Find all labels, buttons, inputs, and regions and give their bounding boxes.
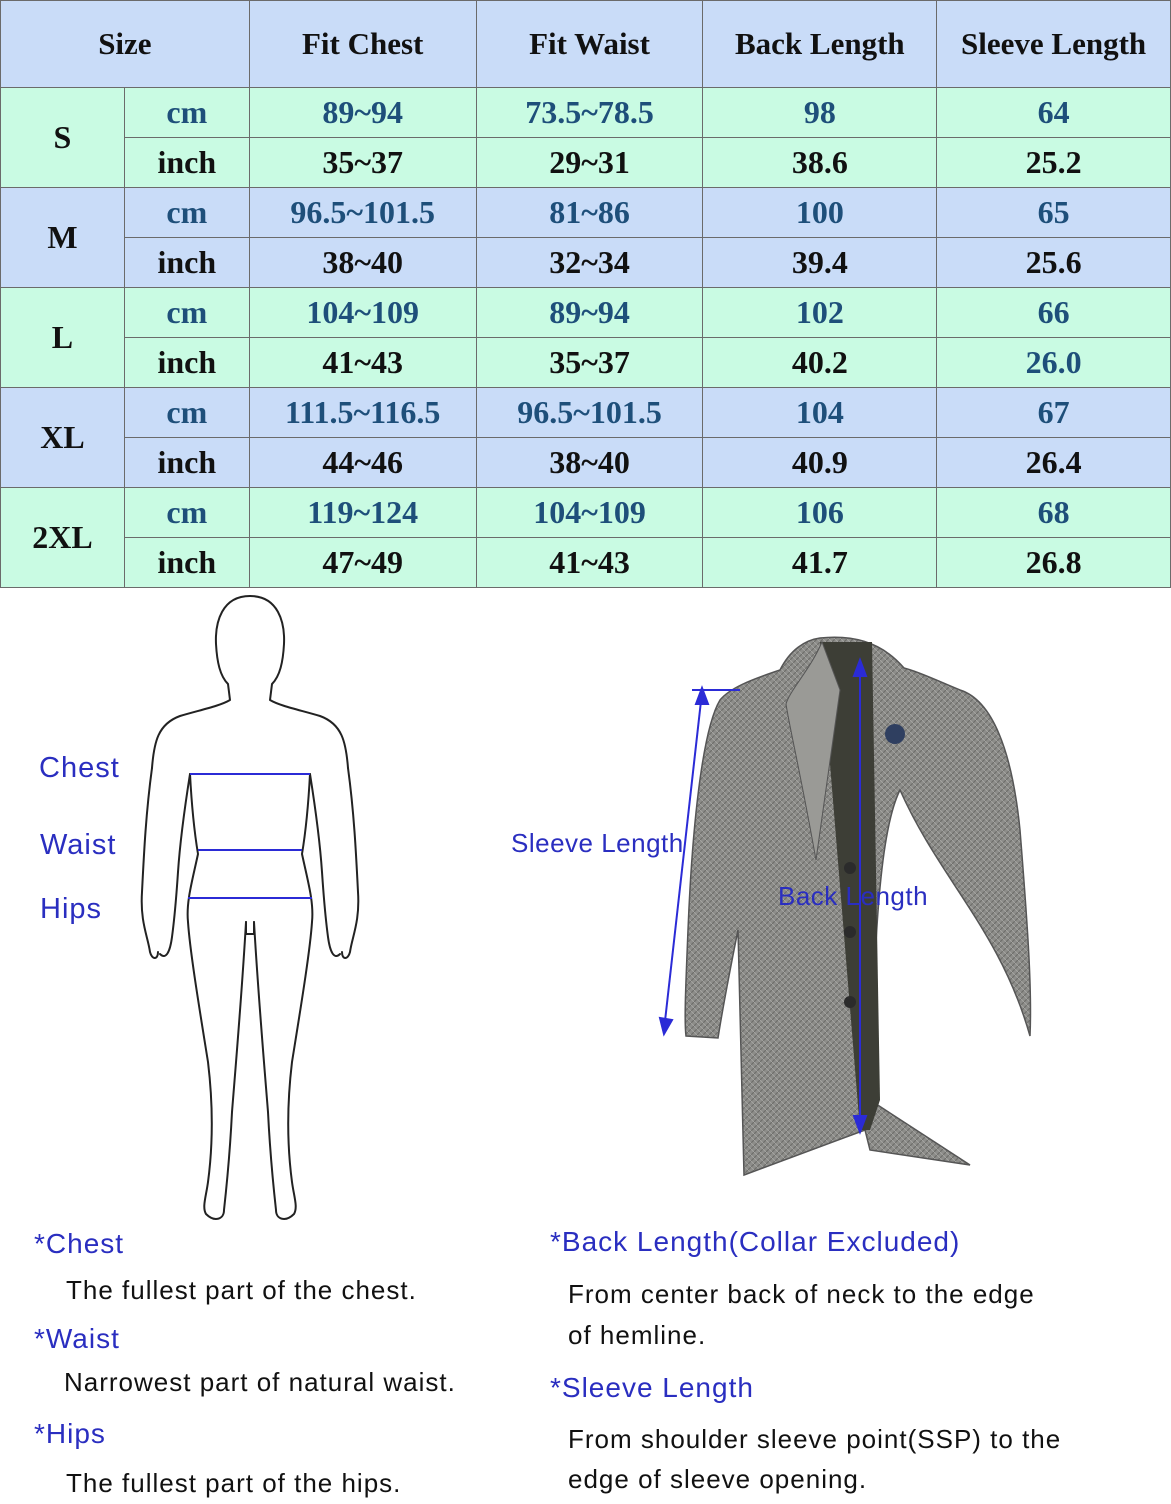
- unit-cell: inch: [124, 138, 249, 188]
- desc-heading-sleeve-length: *Sleeve Length: [550, 1372, 754, 1403]
- desc-text-sleeve-length-1: From shoulder sleeve point(SSP) to the: [568, 1424, 1062, 1454]
- waist-cell: 29~31: [476, 138, 703, 188]
- table-row: [1, 138, 1171, 188]
- sleeve-length-cell: 26.8: [937, 538, 1171, 588]
- waist-cell: 38~40: [476, 438, 703, 488]
- waist-cell: 89~94: [476, 288, 703, 338]
- back-length-cell: 102: [703, 288, 937, 338]
- chest-cell: 96.5~101.5: [249, 188, 476, 238]
- waist-cell: 35~37: [476, 338, 703, 388]
- chest-cell: 111.5~116.5: [249, 388, 476, 438]
- table-row: [1, 288, 1171, 338]
- desc-heading-chest: *Chest: [34, 1228, 125, 1259]
- chest-cell: 119~124: [249, 488, 476, 538]
- body-outline-figure: [120, 592, 380, 1232]
- desc-text-sleeve-length-2: edge of sleeve opening.: [568, 1464, 868, 1494]
- header-size: Size: [1, 1, 250, 88]
- table-header-row: [1, 1, 1171, 88]
- size-label: S: [1, 88, 125, 188]
- waist-cell: 41~43: [476, 538, 703, 588]
- table-row: [1, 88, 1171, 138]
- header-fit-waist: Fit Waist: [476, 1, 703, 88]
- back-length-cell: 98: [703, 88, 937, 138]
- sleeve-length-cell: 26.4: [937, 438, 1171, 488]
- desc-text-waist: Narrowest part of natural waist.: [64, 1367, 456, 1397]
- waist-cell: 104~109: [476, 488, 703, 538]
- back-length-cell: 104: [703, 388, 937, 438]
- back-length-cell: 100: [703, 188, 937, 238]
- unit-cell: cm: [124, 388, 249, 438]
- back-length-cell: 38.6: [703, 138, 937, 188]
- sleeve-length-cell: 66: [937, 288, 1171, 338]
- sleeve-length-cell: 67: [937, 388, 1171, 438]
- desc-text-back-length-1: From center back of neck to the edge: [568, 1279, 1035, 1309]
- size-label: M: [1, 188, 125, 288]
- back-length-cell: 39.4: [703, 238, 937, 288]
- sleeve-length-cell: 68: [937, 488, 1171, 538]
- chest-cell: 41~43: [249, 338, 476, 388]
- back-length-cell: 106: [703, 488, 937, 538]
- table-row: [1, 488, 1171, 538]
- sleeve-length-cell: 26.0: [937, 338, 1171, 388]
- back-length-cell: 40.9: [703, 438, 937, 488]
- waist-cell: 81~86: [476, 188, 703, 238]
- sleeve-length-cell: 65: [937, 188, 1171, 238]
- desc-text-hips: The fullest part of the hips.: [66, 1468, 402, 1498]
- waist-cell: 73.5~78.5: [476, 88, 703, 138]
- desc-heading-back-length: *Back Length(Collar Excluded): [550, 1226, 961, 1257]
- table-row: [1, 438, 1171, 488]
- desc-heading-hips: *Hips: [34, 1418, 106, 1449]
- desc-heading-waist: *Waist: [34, 1323, 120, 1354]
- coat-label-back-length: Back Length: [778, 881, 929, 911]
- chest-cell: 47~49: [249, 538, 476, 588]
- unit-cell: inch: [124, 338, 249, 388]
- back-length-cell: 40.2: [703, 338, 937, 388]
- header-fit-chest: Fit Chest: [249, 1, 476, 88]
- table-row: [1, 238, 1171, 288]
- header-sleeve-length: Sleeve Length: [937, 1, 1171, 88]
- chest-cell: 38~40: [249, 238, 476, 288]
- chest-cell: 89~94: [249, 88, 476, 138]
- chest-cell: 44~46: [249, 438, 476, 488]
- body-label-chest: Chest: [39, 752, 120, 784]
- size-label: 2XL: [1, 488, 125, 588]
- sleeve-length-cell: 25.6: [937, 238, 1171, 288]
- size-label: L: [1, 288, 125, 388]
- back-length-cell: 41.7: [703, 538, 937, 588]
- unit-cell: inch: [124, 538, 249, 588]
- size-label: XL: [1, 388, 125, 488]
- table-row: [1, 338, 1171, 388]
- desc-text-back-length-2: of hemline.: [568, 1320, 707, 1350]
- header-back-length: Back Length: [703, 1, 937, 88]
- table-row: [1, 388, 1171, 438]
- desc-text-chest: The fullest part of the chest.: [66, 1275, 417, 1305]
- table-row: [1, 188, 1171, 238]
- unit-cell: inch: [124, 238, 249, 288]
- sleeve-length-cell: 25.2: [937, 138, 1171, 188]
- waist-cell: 32~34: [476, 238, 703, 288]
- unit-cell: cm: [124, 488, 249, 538]
- chest-cell: 35~37: [249, 138, 476, 188]
- unit-cell: inch: [124, 438, 249, 488]
- unit-cell: cm: [124, 288, 249, 338]
- size-chart-table: [0, 0, 1171, 588]
- body-label-waist: Waist: [40, 829, 117, 861]
- waist-cell: 96.5~101.5: [476, 388, 703, 438]
- chest-cell: 104~109: [249, 288, 476, 338]
- unit-cell: cm: [124, 188, 249, 238]
- body-label-hips: Hips: [40, 893, 103, 925]
- unit-cell: cm: [124, 88, 249, 138]
- sleeve-length-cell: 64: [937, 88, 1171, 138]
- table-row: [1, 538, 1171, 588]
- coat-label-sleeve-length: Sleeve Length: [511, 828, 684, 858]
